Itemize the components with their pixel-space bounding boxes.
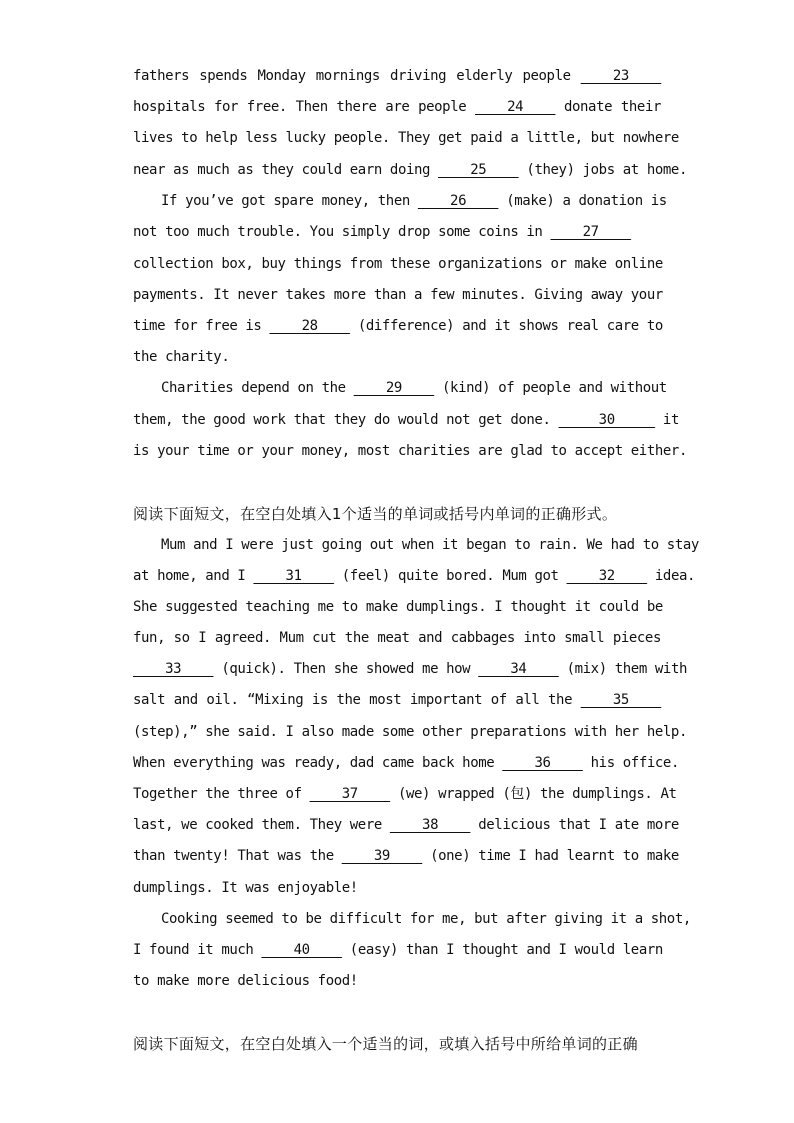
- text-line: than twenty! That was the ____39____ (one) time I had learnt to make: [133, 848, 679, 864]
- blank-32[interactable]: ____32____: [566, 568, 647, 584]
- section-instruction: 阅读下面短文，在空白处填入1个适当的单词或括号内单词的正确形式。: [133, 505, 618, 523]
- text-line: If you’ve got spare money, then ____26____ (make) a donation is: [161, 193, 667, 209]
- text-line: Together the three of ____37____ (we) wrapped (包) the dumplings. At: [133, 786, 677, 802]
- blank-38[interactable]: ____38____: [389, 817, 471, 833]
- blank-40[interactable]: ____40____: [261, 942, 342, 958]
- blank-36[interactable]: ____36____: [502, 755, 583, 771]
- text-line: hospitals for free. Then there are people ____24____ donate their: [133, 99, 661, 115]
- text-line: collection box, buy things from these organizations or make online: [133, 256, 663, 272]
- section-instruction: 阅读下面短文，在空白处填入一个适当的词，或填入括号中所给单词的正确: [133, 1035, 638, 1053]
- text-line: payments. It never takes more than a few minutes. Giving away your: [133, 287, 663, 303]
- text-line: salt and oil. “Mixing is the most important of all the ____35____: [133, 692, 661, 708]
- blank-26[interactable]: ____26____: [417, 193, 499, 209]
- blank-24[interactable]: ____24____: [474, 99, 556, 115]
- blank-28[interactable]: ____28____: [269, 318, 350, 334]
- text-line: Cooking seemed to be difficult for me, but after giving it a shot,: [161, 911, 691, 927]
- text-line: the charity.: [133, 349, 230, 365]
- text-line: ____33____ (quick). Then she showed me how ____34____ (mix) them with: [133, 661, 688, 677]
- blank-30[interactable]: _____30_____: [558, 412, 655, 428]
- text-line: last, we cooked them. They were ____38____ delicious that I ate more: [133, 817, 679, 833]
- blank-34[interactable]: ____34____: [478, 661, 559, 677]
- blank-31[interactable]: ____31____: [253, 568, 334, 584]
- text-line: fun, so I agreed. Mum cut the meat and cabbages into small pieces: [133, 630, 661, 646]
- text-line: is your time or your money, most charities are glad to accept either.: [133, 443, 687, 459]
- blank-29[interactable]: ____29____: [353, 380, 434, 396]
- text-line: time for free is ____28____ (difference) and it shows real care to: [133, 318, 663, 334]
- blank-25[interactable]: ____25____: [438, 162, 519, 178]
- text-line: Mum and I were just going out when it began to rain. We had to stay: [161, 537, 699, 553]
- text-line: Charities depend on the ____29____ (kind) of people and without: [161, 380, 667, 396]
- text-line: at home, and I ____31____ (feel) quite bored. Mum got ____32____ idea.: [133, 568, 696, 584]
- blank-27[interactable]: ____27____: [550, 224, 631, 240]
- blank-39[interactable]: ____39____: [341, 848, 423, 864]
- text-line: to make more delicious food!: [133, 973, 358, 989]
- text-line: fathers spends Monday mornings driving elderly people ____23____: [133, 68, 661, 84]
- text-line: dumplings. It was enjoyable!: [133, 880, 358, 896]
- text-line: lives to help less lucky people. They get paid a little, but nowhere: [133, 130, 679, 146]
- text-line: She suggested teaching me to make dumplings. I thought it could be: [133, 599, 663, 615]
- blank-37[interactable]: ____37____: [309, 786, 390, 802]
- blank-33[interactable]: ____33____: [133, 661, 214, 677]
- text-line: them, the good work that they do would not get done. _____30_____ it: [133, 412, 679, 428]
- text-line: not too much trouble. You simply drop some coins in ____27____: [133, 224, 631, 240]
- text-line: (step),” she said. I also made some other preparations with her help.: [133, 724, 687, 740]
- text-line: When everything was ready, dad came back home ____36____ his office.: [133, 755, 679, 771]
- blank-23[interactable]: ____23____: [580, 68, 661, 84]
- text-line: near as much as they could earn doing ____25____ (they) jobs at home.: [133, 162, 687, 178]
- text-line: I found it much ____40____ (easy) than I thought and I would learn: [133, 942, 663, 958]
- blank-35[interactable]: ____35____: [580, 692, 661, 708]
